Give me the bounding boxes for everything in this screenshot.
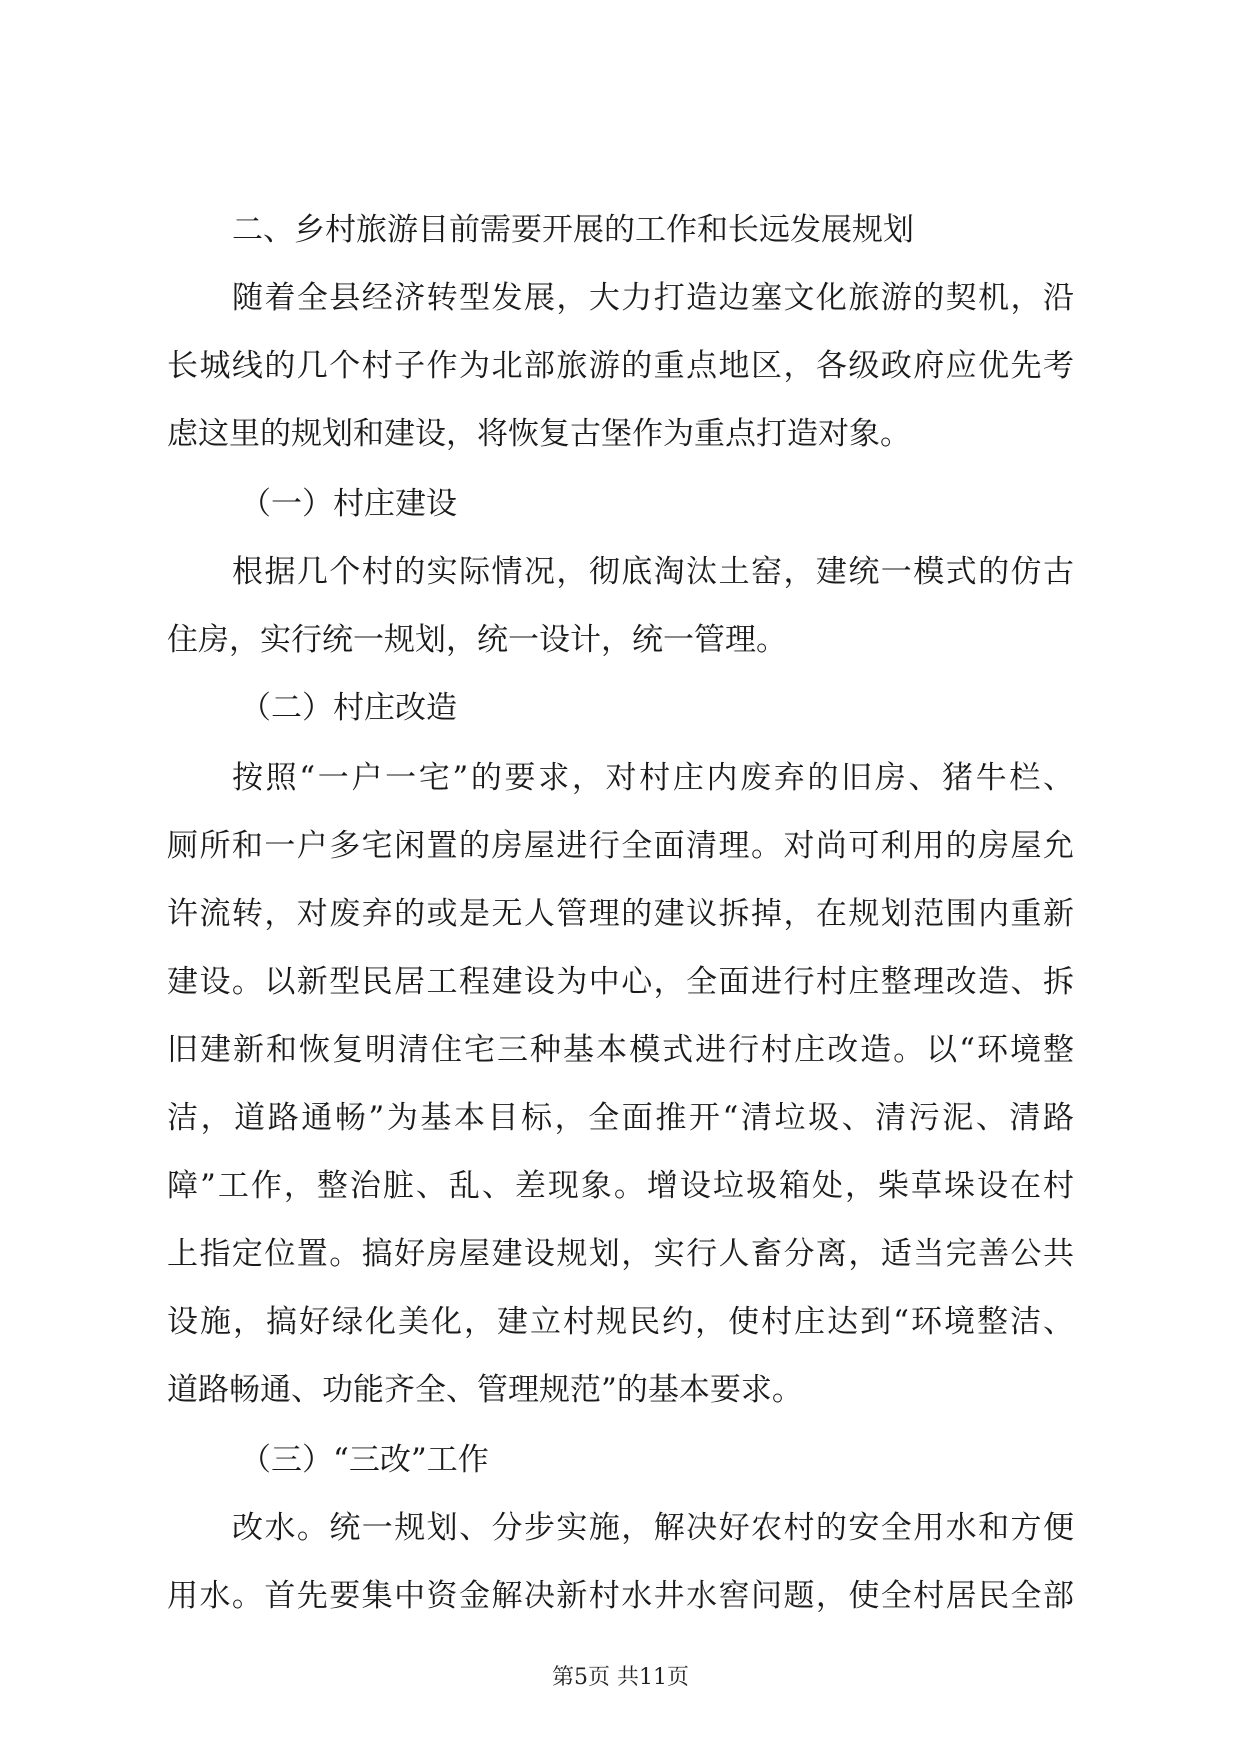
section-heading: 二、乡村旅游目前需要开展的工作和长远发展规划 — [232, 212, 914, 248]
paragraph-line: 住房，实行统一规划，统一设计，统一管理。 — [167, 622, 787, 658]
paragraph-line: 旧建新和恢复明清住宅三种基本模式进行村庄改造。以“环境整 — [167, 1032, 1074, 1068]
paragraph-line: 随着全县经济转型发展，大力打造边塞文化旅游的契机，沿 — [232, 280, 1074, 316]
paragraph-line: 上指定位置。搞好房屋建设规划，实行人畜分离，适当完善公共 — [167, 1236, 1074, 1272]
paragraph-line: 障”工作，整治脏、乱、差现象。增设垃圾箱处，柴草垛设在村 — [167, 1168, 1074, 1204]
subsection-heading: （三）“三改”工作 — [240, 1442, 489, 1478]
paragraph-line: 用水。首先要集中资金解决新村水井水窖问题，使全村居民全部 — [167, 1578, 1074, 1614]
paragraph-line: 道路畅通、功能齐全、管理规范”的基本要求。 — [167, 1372, 803, 1408]
subsection-heading: （一）村庄建设 — [240, 486, 457, 522]
paragraph-line: 洁，道路通畅”为基本目标，全面推开“清垃圾、清污泥、清路 — [167, 1100, 1074, 1136]
paragraph-line: 按照“一户一宅”的要求，对村庄内废弃的旧房、猪牛栏、 — [232, 760, 1074, 796]
paragraph-line: 建设。以新型民居工程建设为中心，全面进行村庄整理改造、拆 — [167, 964, 1074, 1000]
paragraph-line: 根据几个村的实际情况，彻底淘汰土窑，建统一模式的仿古 — [232, 554, 1074, 590]
paragraph-line: 厕所和一户多宅闲置的房屋进行全面清理。对尚可利用的房屋允 — [167, 828, 1074, 864]
page-footer: 第5页 共11页 — [552, 1665, 689, 1690]
paragraph-line: 长城线的几个村子作为北部旅游的重点地区，各级政府应优先考 — [167, 348, 1074, 384]
paragraph-line: 改水。统一规划、分步实施，解决好农村的安全用水和方便 — [232, 1510, 1074, 1546]
subsection-heading: （二）村庄改造 — [240, 690, 457, 726]
paragraph-line: 设施，搞好绿化美化，建立村规民约，使村庄达到“环境整洁、 — [167, 1304, 1074, 1340]
paragraph-line: 许流转，对废弃的或是无人管理的建议拆掉，在规划范围内重新 — [167, 896, 1074, 932]
paragraph-line: 虑这里的规划和建设，将恢复古堡作为重点打造对象。 — [167, 416, 911, 452]
